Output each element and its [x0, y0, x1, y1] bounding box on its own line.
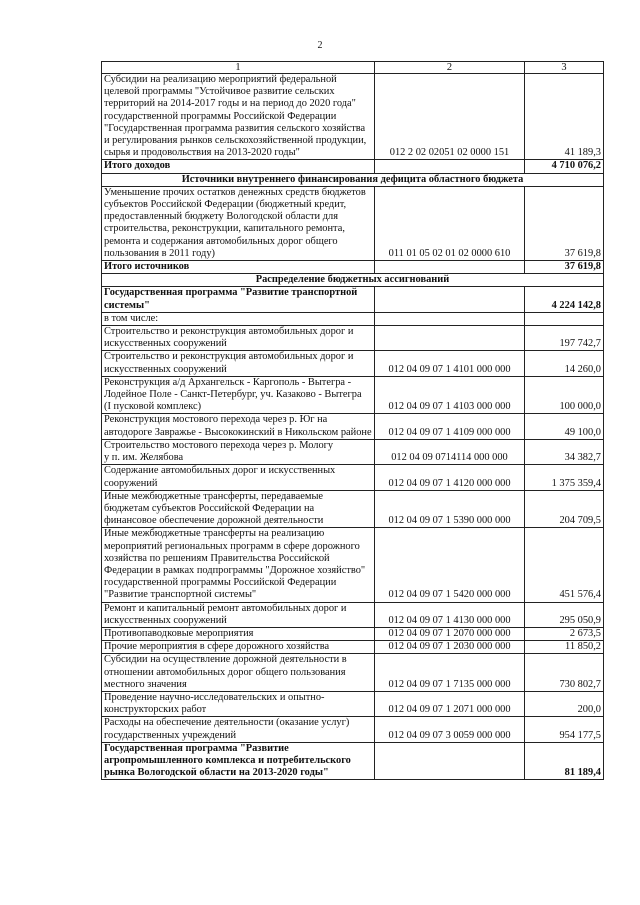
row-amount: 4 224 142,8: [525, 287, 604, 312]
row-code: 012 04 09 07 1 2070 000 000: [375, 627, 525, 640]
row-amount: 954 177,5: [525, 717, 604, 742]
row-amount: 730 802,7: [525, 654, 604, 692]
row-code: 012 04 09 0714114 000 000: [375, 439, 525, 464]
row-name: Противопаводковые мероприятия: [102, 627, 375, 640]
table-row: [102, 351, 604, 376]
row-name: Иные межбюджетные трансферты на реализацию мероприятий региональных программ в сфере дорожного хозяйства по решениям Правительства Российской Федерации в рамках подпрограммы "Дорожное хозяйство" государственной программы Российской Федерации "Развитие транспортной системы": [102, 528, 375, 602]
row-amount: 100 000,0: [525, 376, 604, 414]
row-name: Реконструкция мостового перехода через р. Юг на автодороге Завражье - Высококинский в Никольском районе: [102, 414, 375, 439]
row-amount: 197 742,7: [525, 326, 604, 351]
table-row: [102, 602, 604, 627]
table-row: [102, 465, 604, 490]
row-code: 012 04 09 07 1 4103 000 000: [375, 376, 525, 414]
total-row: [102, 742, 604, 780]
table-row: [102, 376, 604, 414]
budget-table-body: [102, 62, 604, 780]
row-code: 012 04 09 07 1 4101 000 000: [375, 351, 525, 376]
row-name: Государственная программа "Развитие транспортной системы": [102, 287, 375, 312]
row-amount: 37 619,8: [525, 261, 604, 274]
table-row: [102, 691, 604, 716]
row-amount: [525, 312, 604, 325]
row-name: Содержание автомобильных дорог и искусственных сооружений: [102, 465, 375, 490]
section-title: Источники внутреннего финансирования дефицита областного бюджета: [102, 173, 604, 186]
table-row: [102, 654, 604, 692]
row-amount: 34 382,7: [525, 439, 604, 464]
row-name: Субсидии на осуществление дорожной деятельности в отношении автомобильных дорог общего пользования местного значения: [102, 654, 375, 692]
table-row: [102, 439, 604, 464]
row-code: 012 04 09 07 3 0059 000 000: [375, 717, 525, 742]
row-name: Ремонт и капитальный ремонт автомобильных дорог и искусственных сооружений: [102, 602, 375, 627]
section-title: Распределение бюджетных ассигнований: [102, 274, 604, 287]
row-code: 012 04 09 07 1 5390 000 000: [375, 490, 525, 528]
row-amount: 204 709,5: [525, 490, 604, 528]
row-code: 012 04 09 07 1 4109 000 000: [375, 414, 525, 439]
table-row: [102, 641, 604, 654]
row-name: Проведение научно-исследовательских и опытно- конструкторских работ: [102, 691, 375, 716]
row-code: 012 04 09 07 1 2071 000 000: [375, 691, 525, 716]
total-row: [102, 261, 604, 274]
row-code: 012 04 09 07 1 4120 000 000: [375, 465, 525, 490]
row-name: Иные межбюджетные трансферты, передаваемые бюджетам субъектов Российской Федерации на финансовое обеспечение дорожной деятельности: [102, 490, 375, 528]
row-name: Уменьшение прочих остатков денежных средств бюджетов субъектов Российской Федерации (бюджетный кредит, предоставленный бюджету Вологодской области для строительства, реконструкции, капитального ремонта, ремонта и содержания автомобильных дорог общего пользования в 2011 году): [102, 186, 375, 260]
budget-table: [101, 61, 604, 780]
row-code: 011 01 05 02 01 02 0000 610: [375, 186, 525, 260]
row-amount: 37 619,8: [525, 186, 604, 260]
table-row: [102, 717, 604, 742]
header-col-1: 1: [102, 62, 375, 74]
row-name: Итого доходов: [102, 160, 375, 173]
section-header-row: [102, 274, 604, 287]
row-amount: 11 850,2: [525, 641, 604, 654]
row-name: Прочие мероприятия в сфере дорожного хозяйства: [102, 641, 375, 654]
row-code: [375, 742, 525, 780]
table-row: [102, 186, 604, 260]
total-row: [102, 160, 604, 173]
row-amount: 4 710 076,2: [525, 160, 604, 173]
row-name: Государственная программа "Развитие агропромышленного комплекса и потребительского рынка Вологодской области на 2013-2020 годы": [102, 742, 375, 780]
table-row: [102, 326, 604, 351]
row-code: 012 04 09 07 1 2030 000 000: [375, 641, 525, 654]
header-col-3: 3: [525, 62, 604, 74]
table-row: [102, 490, 604, 528]
row-amount: 81 189,4: [525, 742, 604, 780]
row-amount: 2 673,5: [525, 627, 604, 640]
row-amount: 200,0: [525, 691, 604, 716]
row-code: 012 04 09 07 1 7135 000 000: [375, 654, 525, 692]
row-code: [375, 261, 525, 274]
row-code: 012 04 09 07 1 4130 000 000: [375, 602, 525, 627]
table-row: [102, 528, 604, 602]
row-code: 012 04 09 07 1 5420 000 000: [375, 528, 525, 602]
row-code: [375, 287, 525, 312]
row-name: в том числе:: [102, 312, 375, 325]
row-name: Итого источников: [102, 261, 375, 274]
total-row: [102, 287, 604, 312]
row-amount: 295 050,9: [525, 602, 604, 627]
page-number: 2: [317, 40, 323, 51]
row-name: Строительство мостового перехода через р. Мологу у п. им. Желябова: [102, 439, 375, 464]
row-name: Строительство и реконструкция автомобильных дорог и искусственных сооружений: [102, 351, 375, 376]
row-amount: 1 375 359,4: [525, 465, 604, 490]
header-col-2: 2: [375, 62, 525, 74]
row-amount: 14 260,0: [525, 351, 604, 376]
row-code: [375, 160, 525, 173]
row-name: Реконструкция а/д Архангельск - Каргополь - Вытегра - Лодейное Поле - Санкт-Петербург, уч. Казаково - Вытегра (I пусковой комплекс): [102, 376, 375, 414]
row-amount: 49 100,0: [525, 414, 604, 439]
row-code: 012 2 02 02051 02 0000 151: [375, 74, 525, 160]
row-name: Расходы на обеспечение деятельности (оказание услуг) государственных учреждений: [102, 717, 375, 742]
row-name: Субсидии на реализацию мероприятий федеральной целевой программы "Устойчивое развитие сельских территорий на 2014-2017 годы и на период до 2020 года" государственной программы Российской Федерации "Государственная программа развития сельского хозяйства и регулирования рынков сельскохозяйственной продукции, сырья и продовольствия на 2013-2020 годы": [102, 74, 375, 160]
table-row: [102, 312, 604, 325]
table-row: [102, 74, 604, 160]
row-name: Строительство и реконструкция автомобильных дорог и искусственных сооружений: [102, 326, 375, 351]
row-amount: 451 576,4: [525, 528, 604, 602]
row-code: [375, 326, 525, 351]
table-header-row: [102, 62, 604, 74]
row-amount: 41 189,3: [525, 74, 604, 160]
table-row: [102, 627, 604, 640]
row-code: [375, 312, 525, 325]
section-header-row: [102, 173, 604, 186]
table-row: [102, 414, 604, 439]
